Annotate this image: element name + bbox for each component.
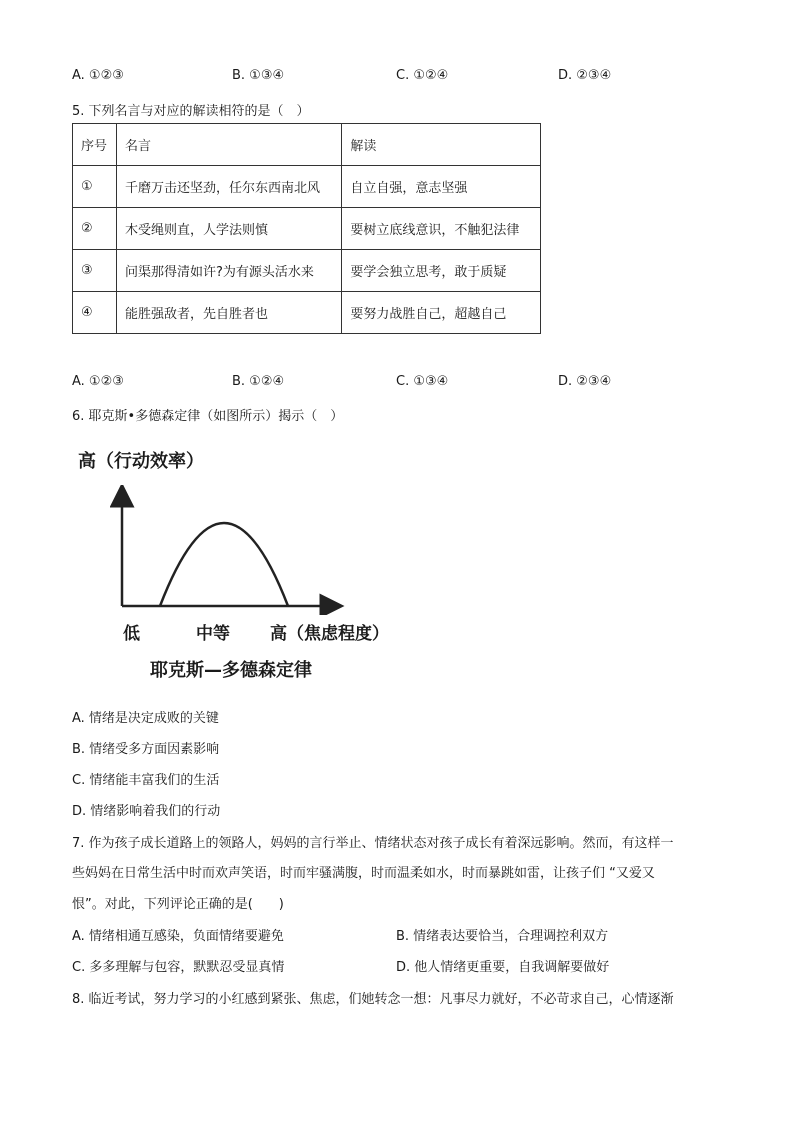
- x-tick-high: 高（焦虑程度）: [270, 624, 389, 644]
- row-index: ①: [73, 166, 117, 208]
- table-row: [73, 292, 541, 334]
- row-index: ②: [73, 208, 117, 250]
- row-quote: 千磨万击还坚劲，任尔东西南北风: [116, 166, 341, 208]
- table-row: [73, 166, 541, 208]
- q8-stem: 8. 临近考试，努力学习的小红感到紧张、焦虑，们她转念一想：凡事尽力就好，不必苛求自己，心情逐渐: [72, 992, 674, 1007]
- x-tick-low: 低: [123, 624, 140, 644]
- chart-y-axis-label: 高（行动效率）: [78, 451, 204, 472]
- row-interpretation: 自立自强，意志坚强: [342, 166, 541, 208]
- row-quote: 问渠那得清如许?为有源头活水来: [116, 250, 341, 292]
- q4-option-d: D. ②③④: [558, 68, 612, 83]
- q7-option-d: D. 他人情绪更重要，自我调解要做好: [396, 960, 610, 975]
- q6-option-a: A. 情绪是决定成败的关键: [72, 711, 219, 726]
- header-index: 序号: [73, 124, 117, 166]
- table-header-row: [73, 124, 541, 166]
- q7-option-a: A. 情绪相通互感染，负面情绪要避免: [72, 929, 284, 944]
- q7-option-c: C. 多多理解与包容，默默忍受显真情: [72, 960, 285, 975]
- q7-stem-line-3: 恨”。对此，下列评论正确的是( ): [72, 897, 284, 912]
- row-interpretation: 要努力战胜自己，超越自己: [342, 292, 541, 334]
- yerkes-dodson-chart: [110, 485, 350, 615]
- row-interpretation: 要学会独立思考，敢于质疑: [342, 250, 541, 292]
- header-interpretation: 解读: [342, 124, 541, 166]
- row-index: ③: [73, 250, 117, 292]
- q5-option-c: C. ①③④: [396, 374, 449, 389]
- row-quote: 木受绳则直，人学法则慎: [116, 208, 341, 250]
- q6-option-d: D. 情绪影响着我们的行动: [72, 804, 221, 819]
- q6-stem: 6. 耶克斯•多德森定律（如图所示）揭示（ ）: [72, 409, 344, 424]
- q7-stem-line-1: 7. 作为孩子成长道路上的领路人，妈妈的言行举止、情绪状态对孩子成长有着深远影响。然而，有这样一: [72, 836, 674, 851]
- table-row: [73, 250, 541, 292]
- q4-option-c: C. ①②④: [396, 68, 449, 83]
- q5-quote-table: [72, 123, 541, 334]
- q6-option-c: C. 情绪能丰富我们的生活: [72, 773, 220, 788]
- row-quote: 能胜强敌者，先自胜者也: [116, 292, 341, 334]
- q4-option-a: A. ①②③: [72, 68, 124, 83]
- chart-title: 耶克斯—多德森定律: [150, 660, 312, 681]
- inverted-u-curve: [160, 523, 288, 606]
- q6-option-b: B. 情绪受多方面因素影响: [72, 742, 220, 757]
- q5-option-b: B. ①②④: [232, 374, 285, 389]
- q5-option-d: D. ②③④: [558, 374, 612, 389]
- q5-option-a: A. ①②③: [72, 374, 124, 389]
- header-quote: 名言: [116, 124, 341, 166]
- x-tick-medium: 中等: [196, 624, 230, 644]
- q7-stem-line-2: 些妈妈在日常生活中时而欢声笑语，时而牢骚满腹，时而温柔如水，时而暴跳如雷，让孩子们 “又爱又: [72, 866, 655, 881]
- q4-option-b: B. ①③④: [232, 68, 285, 83]
- row-index: ④: [73, 292, 117, 334]
- q7-option-b: B. 情绪表达要恰当，合理调控利双方: [396, 929, 609, 944]
- row-interpretation: 要树立底线意识，不触犯法律: [342, 208, 541, 250]
- q5-stem: 5. 下列名言与对应的解读相符的是（ ）: [72, 104, 310, 119]
- table-row: [73, 208, 541, 250]
